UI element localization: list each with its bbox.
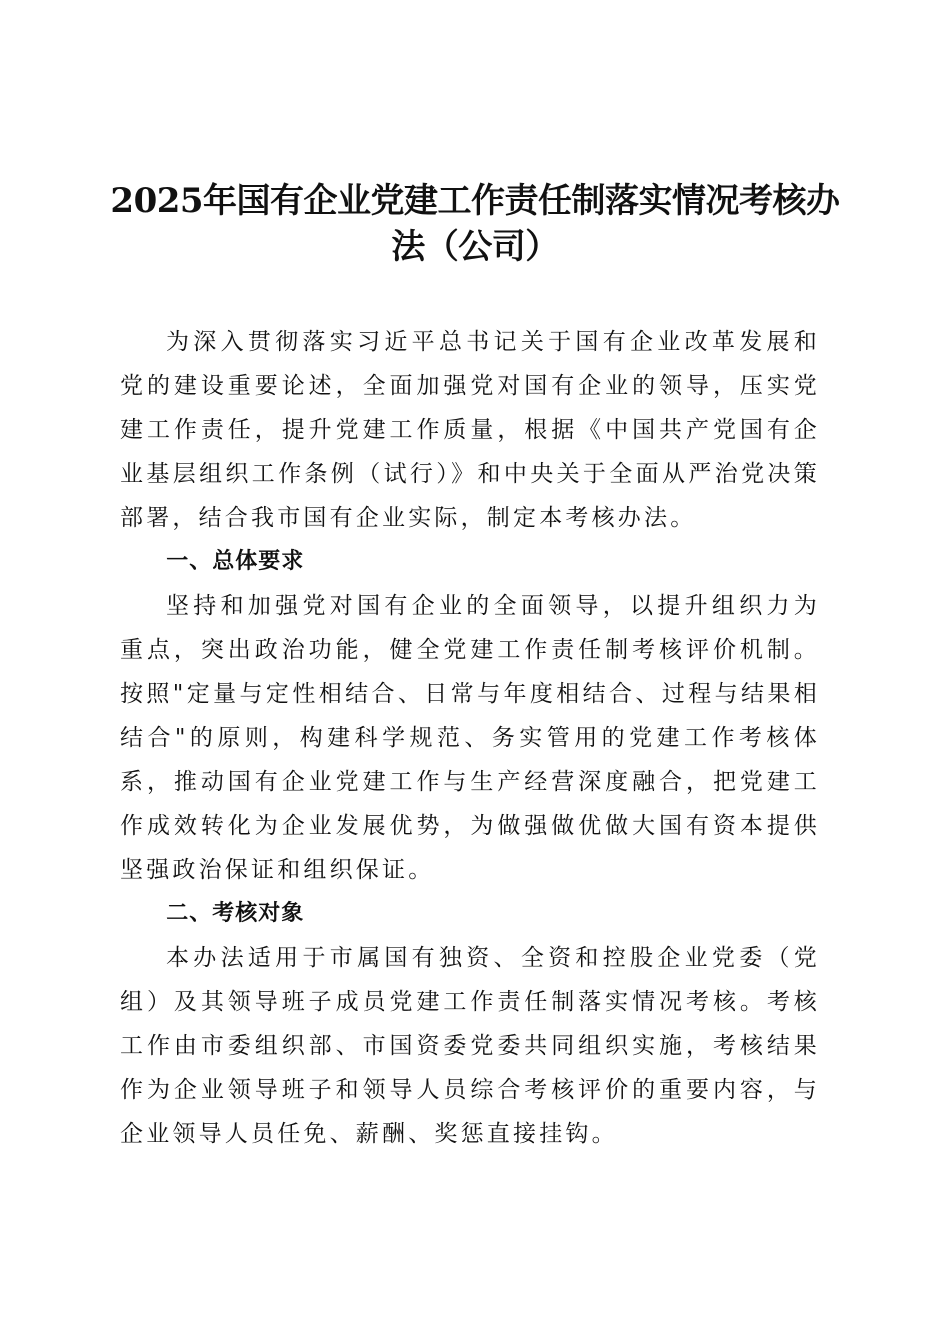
document-title: 2025年国有企业党建工作责任制落实情况考核办法（公司） [110,181,840,267]
section-heading-assessment-targets: 二、考核对象 [166,901,305,926]
section-paragraph-assessment-targets: 本办法适用于市属国有独资、全资和控股企业党委（党组）及其领导班子成员党建工作责任制落实情况考核。考核工作由市委组织部、市国资委党委共同组织实施，考核结果作为企业领导班子和领导人员综合考核评价的重要内容，与企业领导人员任免、薪酬、奖惩直接挂钩。 [120,945,820,1147]
intro-paragraph: 为深入贯彻落实习近平总书记关于国有企业改革发展和党的建设重要论述，全面加强党对国有企业的领导，压实党建工作责任，提升党建工作质量，根据《中国共产党国有企业基层组织工作条例（试行）》和中央关于全面从严治党决策部署，结合我市国有企业实际，制定本考核办法。 [120,329,820,531]
section-paragraph-overall-requirements: 坚持和加强党对国有企业的全面领导，以提升组织力为重点，突出政治功能，健全党建工作责任制考核评价机制。按照"定量与定性相结合、日常与年度相结合、过程与结果相结合"的原则，构建科学规范、务实管用的党建工作考核体系，推动国有企业党建工作与生产经营深度融合，把党建工作成效转化为企业发展优势，为做强做优做大国有资本提供坚强政治保证和组织保证。 [120,593,820,883]
section-heading-overall-requirements: 一、总体要求 [166,549,305,574]
document-body [120,320,820,1156]
